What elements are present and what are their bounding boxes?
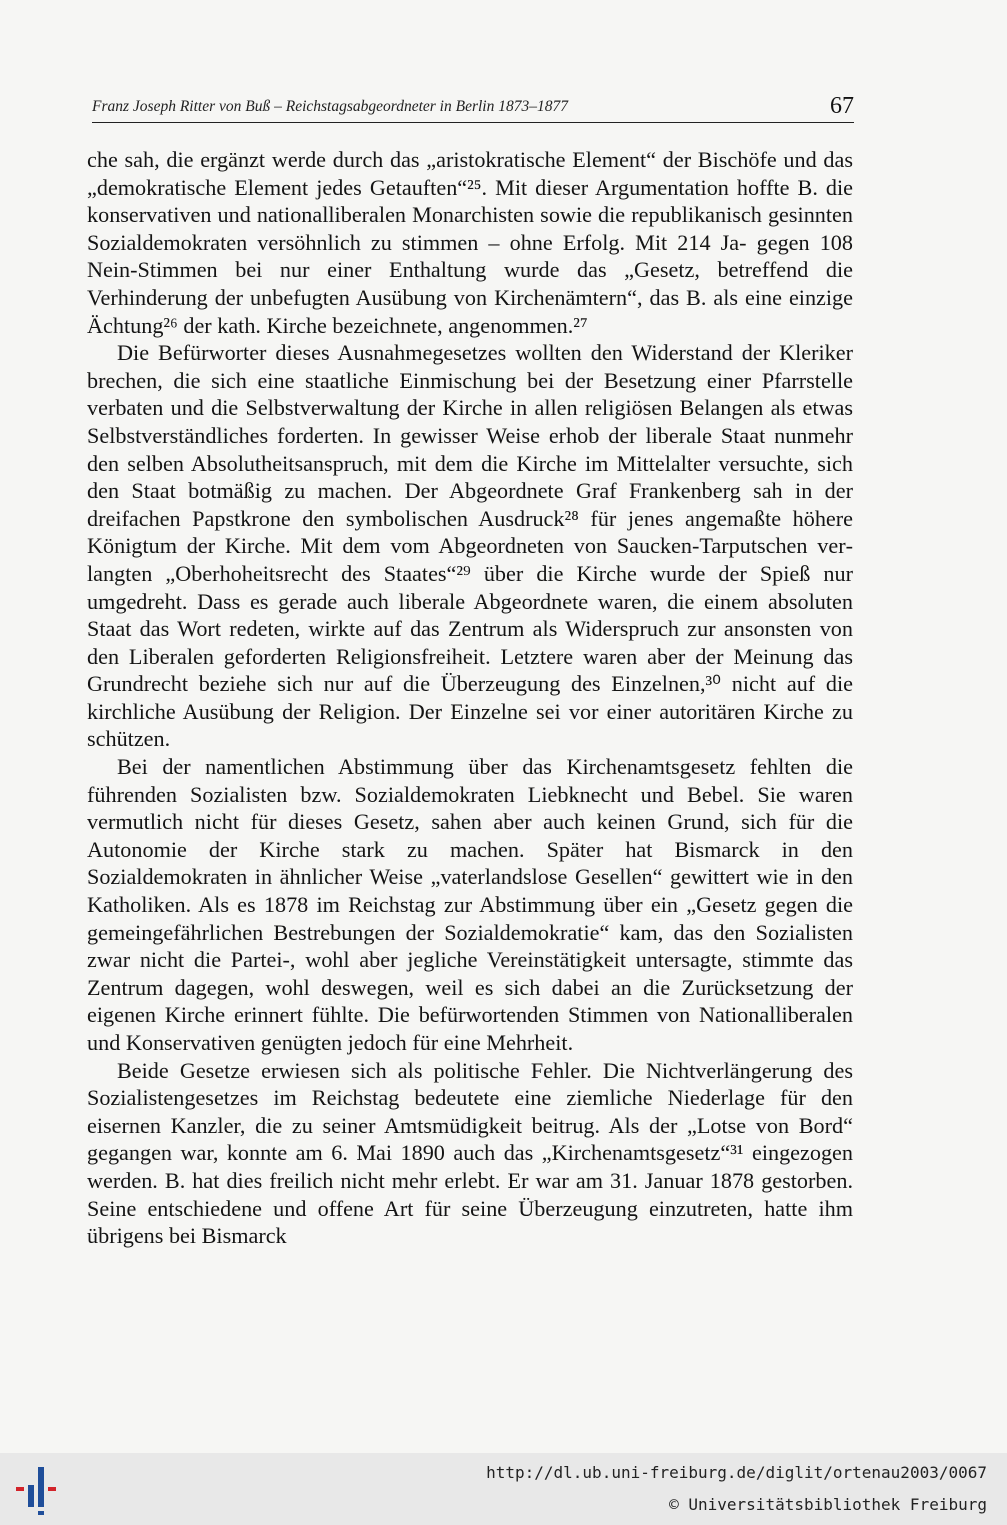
running-title: Franz Joseph Ritter von Buß – Reichstagsabgeordneter in Berlin 1873–1877 (92, 98, 568, 115)
paragraph-4: Beide Gesetze erwiesen sich als politische Fehler. Die Nichtverlängerung des Sozialistengesetzes im Reichstag bedeutete eine ziemliche Niederlage für den eisernen Kanzler, die zu seiner Amtsmüdigkeit beitrug. Als der „Lotse von Bord“ gegangen war, konnte am 6. Mai 1890 auch das „Kirchenamtsgesetz“³¹ eingezogen werden. B. hat dies freilich nicht mehr erlebt. Er war am 31. Januar 1878 gestorben. Seine entschiedene und offene Art für seine Überzeugung einzutreten, hatte ihm übrigens bei Bismarck (87, 1057, 853, 1249)
page-number: 67 (830, 93, 854, 119)
copyright-notice: © Universitätsbibliothek Freiburg (669, 1495, 987, 1514)
source-url[interactable]: http://dl.ub.uni-freiburg.de/diglit/ortenau2003/0067 (486, 1463, 987, 1482)
paragraph-3: Bei der namentlichen Abstimmung über das Kirchenamtsgesetz fehlten die führenden Sozialisten bzw. Sozialdemokraten Liebknecht und Bebel. Sie waren vermutlich nicht für dieses Gesetz, sahen aber auch keinen Grund, sich für die Autonomie der Kirche stark zu machen. Später hat Bismarck in den Sozialdemokraten in ähnlicher Weise „vaterlandslose Gesellen“ gewittert wie in den Katholiken. Als es 1878 im Reichstag zur Abstimmung über ein „Gesetz gegen die gemeingefährlichen Bestrebungen der Sozialdemokratie“ kam, das den Sozialisten zwar nicht die Partei-, wohl aber jegliche Vereinstätigkeit untersagte, stimmte das Zentrum dagegen, wohl deswegen, weil es sich dabei an die Zurücksetzung der eigenen Kirche erinnert fühlte. Die befürwortenden Stimmen von Nationalliberalen und Konservativen genügten jedoch für eine Mehrheit. (87, 754, 853, 1055)
footer-bar (0, 1453, 1007, 1525)
paragraph-2: Die Befürworter dieses Ausnahmegesetzes wollten den Widerstand der Kleriker brechen, die sich eine staatliche Einmischung bei der Besetzung einer Pfarrstelle verbaten und die Selbstverwaltung der Kirche in allen religiösen Belangen als etwas Selbstverständliches forderten. In gewisser Weise erhob der liberale Staat nunmehr den selben Absolutheitsanspruch, mit dem die Kirche im Mittelalter versuchte, sich den Staat botmäßig zu machen. Der Abgeordnete Graf Frankenberg sah in der dreifachen Papstkrone den symbolischen Ausdruck²⁸ für jenes angemaßte höhere Königtum der Kirche. Mit dem vom Abgeordneten von Saucken-Tarputschen verlangten „Oberhoheitsrecht des Staates“²⁹ über die Kirche wurde der Spieß nur umgedreht. Dass es gerade auch liberale Abgeordnete waren, die einem absoluten Staat das Wort redeten, wirkte auf das Zentrum als Widerspruch zur ansonsten von den Liberalen geforderten Religionsfreiheit. Letztere waren aber der Meinung das Grundrecht beziehe sich nur auf die Überzeugung des Einzelnen,³⁰ nicht auf die kirchliche Ausübung der Religion. Der Einzelne sei vor einer autoritären Kirche zu schützen. (87, 340, 853, 752)
ub-freiburg-logo-icon (12, 1463, 64, 1517)
paragraph-1: che sah, die ergänzt werde durch das „aristokratische Element“ der Bischöfe und das „demokratische Element jedes Getauften“²⁵. Mit dieser Argumentation hoffte B. die konservativen und nationalliberalen Monarchisten sowie die republikanisch gesinnten Sozialdemokraten versöhnlich zu stimmen – ohne Erfolg. Mit 214 Ja- gegen 108 Nein-Stimmen bei nur einer Enthaltung wurde das „Gesetz, betreffend die Verhinderung der unbefugten Ausübung von Kirchenämtern“, das B. als eine einzige Ächtung²⁶ der kath. Kirche bezeichnete, angenommen.²⁷ (87, 147, 853, 338)
body-text (87, 146, 853, 1250)
running-header (92, 92, 854, 123)
